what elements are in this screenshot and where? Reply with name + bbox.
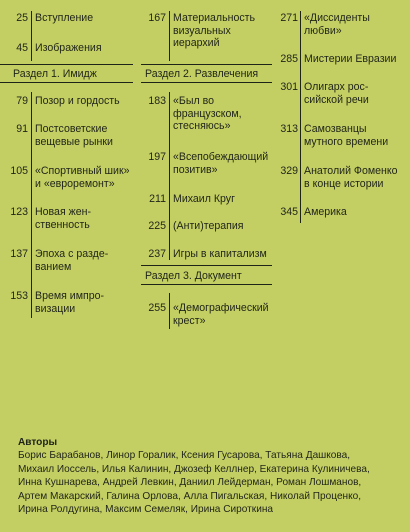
column-divider: [169, 11, 170, 61]
page-number: 301: [280, 81, 298, 93]
chapter-title: Постсоветские вещевые рынки: [35, 123, 113, 148]
chapter-title: Америка: [304, 206, 347, 218]
page-number: 237: [148, 248, 166, 260]
chapter-title: Самозванцы мутного времени: [304, 123, 389, 148]
page-number: 285: [280, 53, 298, 65]
section-heading: Раздел 3. Документ: [145, 270, 242, 282]
chapter-title: «Спортивный шик» и «евроремонт»: [35, 165, 130, 190]
page-number: 271: [280, 12, 298, 24]
chapter-title: Время импро- визации: [35, 290, 105, 315]
chapter-title: Олигарх рос- сийской речи: [304, 81, 369, 106]
chapter-title: Вступление: [35, 12, 94, 24]
section-rule: [141, 82, 272, 83]
page-number: 329: [280, 165, 298, 177]
column-divider: [31, 11, 32, 61]
section-rule: [0, 82, 133, 83]
page-number: 105: [10, 165, 28, 177]
page-number: 45: [16, 42, 28, 54]
section-rule: [0, 64, 133, 65]
column-divider: [300, 11, 301, 223]
chapter-title: Анатолий Фоменко в конце истории: [304, 165, 398, 190]
chapter-title: «Всепобеждающий позитив»: [173, 151, 269, 176]
chapter-title: Новая жен- ственность: [35, 206, 91, 231]
column-divider: [169, 92, 170, 260]
chapter-title: «Был во французском, стесняюсь»: [173, 95, 242, 132]
chapter-title: Михаил Круг: [173, 193, 235, 205]
authors-heading: Авторы: [18, 437, 58, 448]
section-heading: Раздел 1. Имидж: [13, 68, 97, 80]
column-divider: [31, 92, 32, 318]
page-number: 137: [10, 248, 28, 260]
page-number: 183: [148, 95, 166, 107]
chapter-title: (Анти)терапия: [173, 220, 244, 232]
chapter-title: Позор и гордость: [35, 95, 120, 107]
authors-line: Ирина Ролдугина, Максим Семеляк, Ирина Сироткина: [18, 504, 274, 516]
authors-line: Борис Барабанов, Линор Горалик, Ксения Гусарова, Татьяна Дашкова,: [18, 450, 351, 462]
authors-line: Артем Макарский, Галина Орлова, Алла Пигальская, Николай Проценко,: [18, 490, 362, 502]
chapter-title: Материальность визуальных иерархий: [173, 12, 256, 49]
authors-block: [18, 436, 408, 516]
page-number: 153: [10, 290, 28, 302]
page-number: 197: [148, 151, 166, 163]
page-number: 225: [148, 220, 166, 232]
page-number: 345: [280, 206, 298, 218]
authors-line: Михаил Иоссель, Илья Калинин, Джозеф Келлнер, Екатерина Кулиничева,: [18, 463, 370, 475]
chapter-title: Изображения: [35, 42, 102, 54]
chapter-title: Эпоха с разде- ванием: [35, 248, 109, 273]
chapter-title: Игры в капитализм: [173, 248, 267, 260]
section-rule: [141, 64, 272, 65]
page-number: 25: [16, 12, 28, 24]
chapter-title: «Демографический крест»: [173, 302, 269, 327]
section-rule: [141, 265, 272, 266]
chapter-title: Мистерии Евразии: [304, 53, 397, 65]
page-number: 91: [16, 123, 28, 135]
page-number: 211: [149, 193, 166, 205]
page-number: 167: [148, 12, 166, 24]
chapter-title: «Диссиденты любви»: [304, 12, 370, 37]
page-number: 79: [16, 95, 28, 107]
page-number: 123: [10, 206, 28, 218]
page-number: 255: [148, 302, 166, 314]
column-divider: [169, 293, 170, 329]
authors-line: Инна Кушнарева, Андрей Левкин, Даниил Лейдерман, Роман Лошманов,: [18, 477, 362, 489]
section-heading: Раздел 2. Развлечения: [145, 68, 259, 80]
page-number: 313: [280, 123, 298, 135]
section-rule: [141, 284, 272, 285]
